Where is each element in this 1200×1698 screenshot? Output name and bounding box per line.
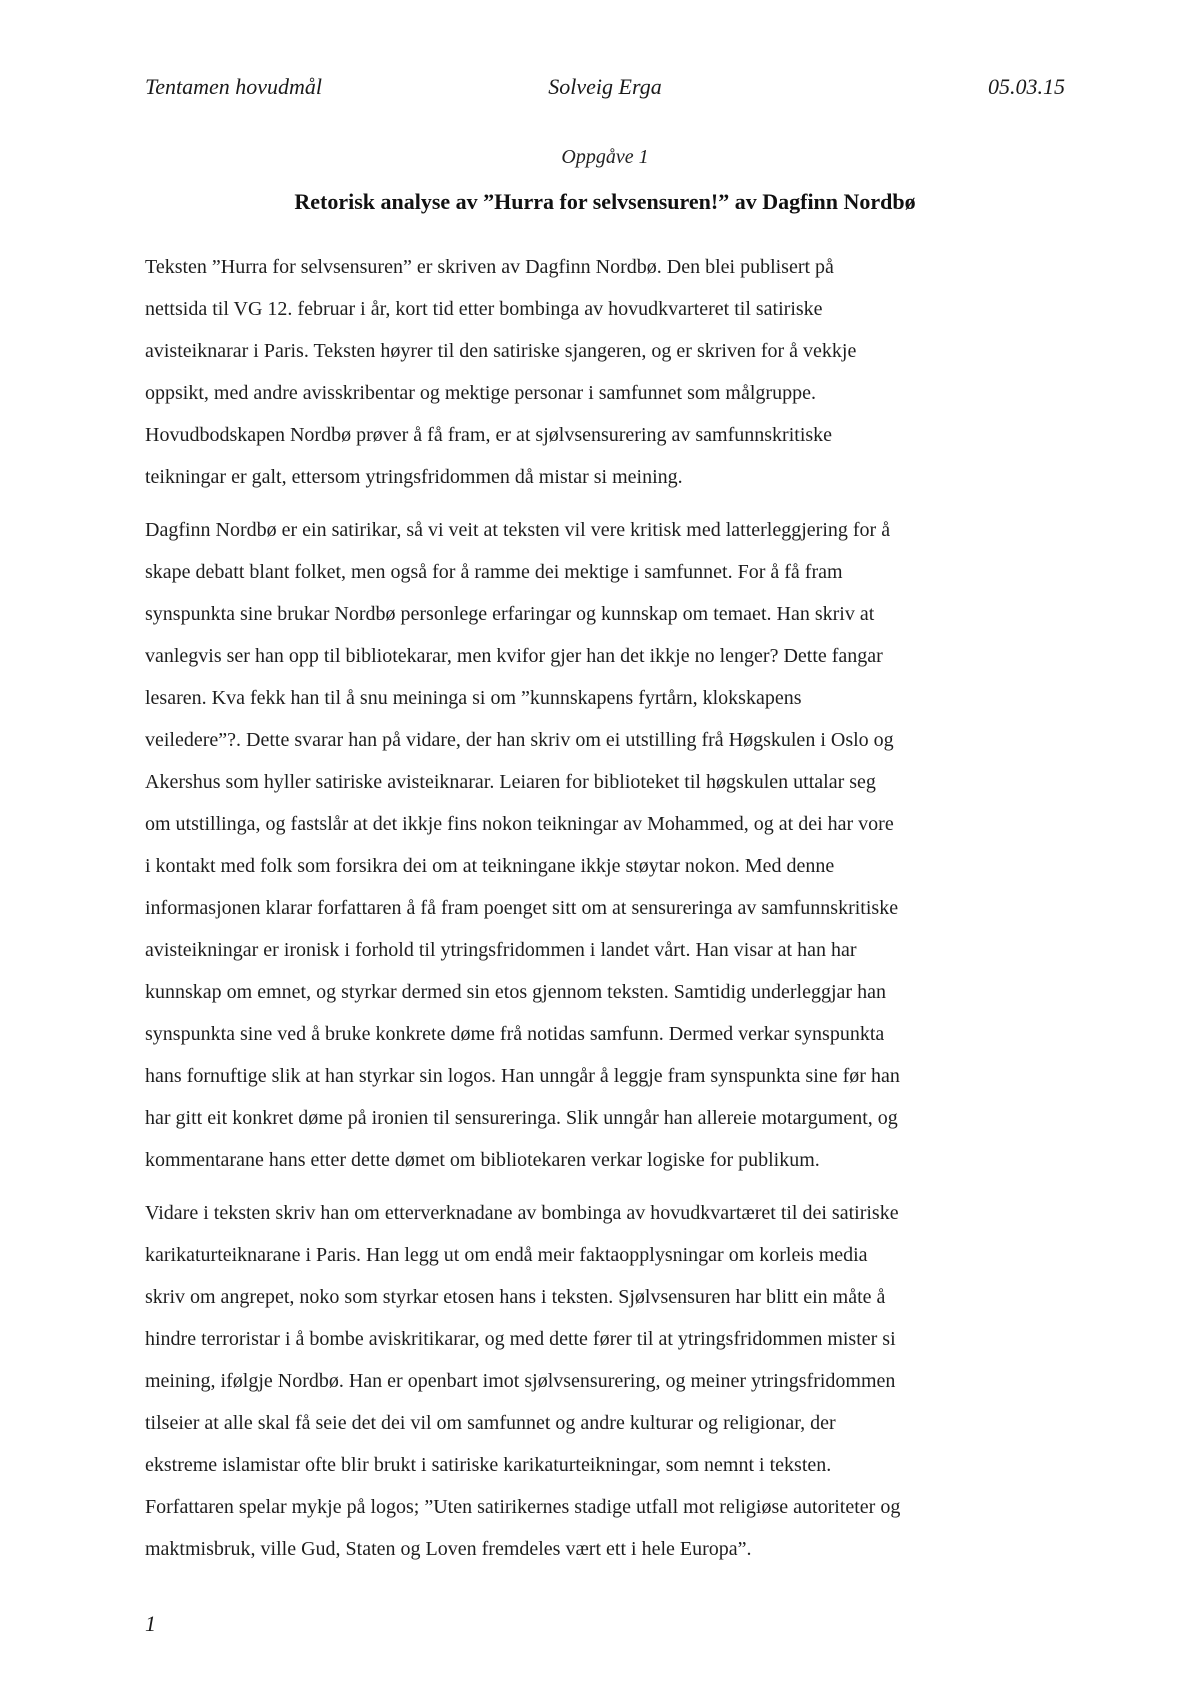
paragraph-line: meining, ifølgje Nordbø. Han er openbart imot sjølvsensurering, og meiner ytringsfridommen	[145, 1370, 896, 1392]
paragraph-line: om utstillinga, og fastslår at det ikkje fins nokon teikningar av Mohammed, og at dei har vore	[145, 813, 894, 835]
body-paragraph	[145, 509, 1065, 1181]
paragraph-line: i kontakt med folk som forsikra dei om at teikningane ikkje støytar nokon. Med denne	[145, 855, 835, 877]
paragraph-line: Teksten ”Hurra for selvsensuren” er skriven av Dagfinn Nordbø. Den blei publisert på	[145, 256, 834, 278]
paragraph-line: ekstreme islamistar ofte blir brukt i satiriske karikaturteikningar, som nemnt i teksten.	[145, 1454, 832, 1476]
paragraph-line: kunnskap om emnet, og styrkar dermed sin etos gjennom teksten. Samtidig underleggjar han	[145, 981, 886, 1003]
page-header	[145, 74, 1065, 104]
paragraph-line: Forfattaren spelar mykje på logos; ”Uten satirikernes stadige utfall mot religiøse autoriteter og	[145, 1496, 901, 1518]
paragraph-line: nettsida til VG 12. februar i år, kort tid etter bombinga av hovudkvarteret til satiriske	[145, 298, 823, 320]
header-date: 05.03.15	[988, 74, 1065, 99]
document-body	[145, 246, 1065, 1581]
page-number: 1	[145, 1611, 156, 1636]
paragraph-line: vanlegvis ser han opp til bibliotekarar, men kvifor gjer han det ikkje no lenger? Dette fangar	[145, 645, 883, 667]
paragraph-line: veiledere”?. Dette svarar han på vidare, der han skriv om ei utstilling frå Høgskulen i Oslo og	[145, 729, 894, 751]
paragraph-line: karikaturteiknarane i Paris. Han legg ut om endå meir faktaopplysningar om korleis media	[145, 1244, 868, 1266]
paragraph-line: Akershus som hyller satiriske avisteiknarar. Leiaren for biblioteket til høgskulen uttalar seg	[145, 771, 876, 793]
body-paragraph	[145, 246, 1065, 498]
paragraph-line: informasjonen klarar forfattaren å få fram poenget sitt om at sensureringa av samfunnskritiske	[145, 897, 899, 919]
paragraph-line: lesaren. Kva fekk han til å snu meininga si om ”kunnskapens fyrtårn, klokskapens	[145, 687, 802, 709]
paragraph-line: hindre terroristar i å bombe aviskritikarar, og med dette fører til at ytringsfridommen mister si	[145, 1328, 896, 1350]
document-title: Retorisk analyse av ”Hurra for selvsensuren!” av Dagfinn Nordbø	[294, 189, 916, 214]
paragraph-line: Vidare i teksten skriv han om etterverknadane av bombinga av hovudkvartæret til dei satiriske	[145, 1202, 899, 1224]
paragraph-line: tilseier at alle skal få seie det dei vil om samfunnet og andre kulturar og religionar, der	[145, 1412, 836, 1434]
paragraph-line: avisteikningar er ironisk i forhold til ytringsfridommen i landet vårt. Han visar at han har	[145, 939, 857, 961]
paragraph-line: synspunkta sine ved å bruke konkrete døme frå notidas samfunn. Dermed verkar synspunkta	[145, 1023, 885, 1045]
paragraph-line: har gitt eit konkret døme på ironien til sensureringa. Slik unngår han allereie motargument, og	[145, 1107, 898, 1129]
paragraph-line: Hovudbodskapen Nordbø prøver å få fram, er at sjølvsensurering av samfunnskritiske	[145, 424, 833, 446]
header-author: Solveig Erga	[548, 74, 662, 99]
assignment-label: Oppgåve 1	[561, 146, 649, 168]
paragraph-line: teikningar er galt, ettersom ytringsfridommen då mistar si meining.	[145, 466, 683, 488]
paragraph-line: kommentarane hans etter dette dømet om bibliotekaren verkar logiske for publikum.	[145, 1149, 820, 1171]
paragraph-line: skriv om angrepet, noko som styrkar etosen hans i teksten. Sjølvsensuren har blitt ein måte å	[145, 1286, 886, 1308]
paragraph-line: Dagfinn Nordbø er ein satirikar, så vi veit at teksten vil vere kritisk med latterleggjering for å	[145, 519, 891, 541]
header-course: Tentamen hovudmål	[145, 74, 323, 99]
paragraph-line: avisteiknarar i Paris. Teksten høyrer til den satiriske sjangeren, og er skriven for å vekkje	[145, 340, 857, 362]
paragraph-line: oppsikt, med andre avisskribentar og mektige personar i samfunnet som målgruppe.	[145, 382, 816, 404]
paragraph-line: synspunkta sine brukar Nordbø personlege erfaringar og kunnskap om temaet. Han skriv at	[145, 603, 875, 625]
paragraph-line: skape debatt blant folket, men også for å ramme dei mektige i samfunnet. For å få fram	[145, 561, 843, 583]
paragraph-line: maktmisbruk, ville Gud, Staten og Loven fremdeles vært ett i hele Europa”.	[145, 1538, 752, 1560]
body-paragraph	[145, 1192, 1065, 1570]
paragraph-line: hans fornuftige slik at han styrkar sin logos. Han unngår å leggje fram synspunkta sine før han	[145, 1065, 900, 1087]
